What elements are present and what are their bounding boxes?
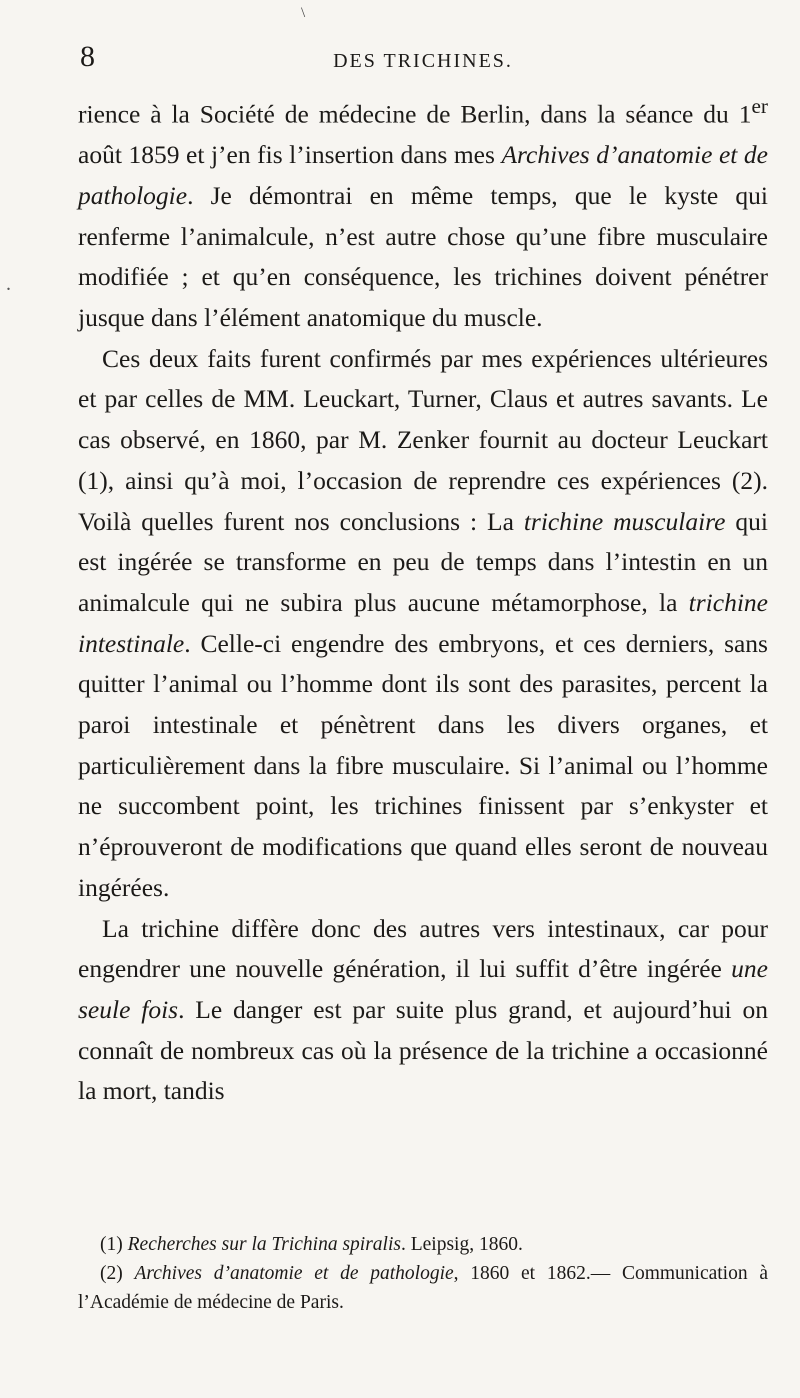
book-page xyxy=(78,0,768,1313)
text-segment: . Leipsig, 1860. xyxy=(400,1234,523,1255)
italic-text: Archives d’anatomie et de pathologie xyxy=(134,1263,454,1284)
paragraph-continued xyxy=(78,86,768,339)
text-segment: . Je démontrai en même temps, que le kyste qui renferme l’animalcule, n’est autre chose qu’une fibre musculaire modifiée ; et qu’en conséquence, les trichines doivent pénétrer jusque dans l’élément anatomique du muscle. xyxy=(78,180,768,333)
page-number: 8 xyxy=(80,40,95,73)
body-text xyxy=(78,86,768,1112)
italic-text: Recherches sur la Trichina spiralis xyxy=(127,1234,401,1255)
text-segment: rience à la Société de médecine de Berlin, dans la séance du 1 xyxy=(78,99,752,129)
italic-text: une seule fois xyxy=(78,954,768,1024)
superscript-text: er xyxy=(751,94,768,118)
page-header xyxy=(78,0,768,73)
footnote-1 xyxy=(78,1230,768,1259)
paragraph-difference xyxy=(78,909,768,1113)
italic-text: trichine musculaire xyxy=(523,506,726,536)
text-segment: . Celle-ci engendre des embryons, et ces derniers, sans quitter l’animal ou l’homme dont ils sont des parasites, percent la paroi intestinale et pénètrent dans les divers organes, et particulièrement dans la fibre musculaire. Si l’animal ou l’homme ne succombent point, les trichines finissent par s’enkyster et n’éprouveront de modifications que quand elles seront de nouveau ingérées. xyxy=(78,628,768,902)
footnotes xyxy=(78,1230,768,1317)
top-mark: \ xyxy=(301,5,306,21)
text-segment: . Le danger est par suite plus grand, et aujourd’hui on connaît de nombreux cas où la présence de la trichine a occasionné la mort, tandis xyxy=(78,994,768,1106)
text-segment: (1) xyxy=(100,1234,128,1255)
text-segment: La trichine diffère donc des autres vers intestinaux, car pour engendrer une nouvelle génération, il lui suffit d’être ingérée xyxy=(78,913,768,984)
paragraph-experiences xyxy=(78,339,768,909)
italic-text: trichine intestinale xyxy=(78,587,768,658)
text-segment: Ces deux faits furent confirmés par mes expériences ultérieures et par celles de MM. Leuckart, Turner, Claus et autres savants. Le cas observé, en 1860, par M. Zenker fournit au docteur Leuckart (1), ainsi qu’à moi, l’occasion de reprendre ces expériences (2). Voilà quelles furent nos conclusions : La xyxy=(78,343,768,536)
running-title: DES TRICHINES. xyxy=(333,50,513,72)
footnote-2 xyxy=(78,1259,768,1317)
text-segment: (2) xyxy=(100,1263,135,1284)
text-segment: août 1859 et j’en fis l’insertion dans mes xyxy=(78,140,502,170)
text-segment: qui est ingérée se transforme en peu de temps dans l’intestin en un animalcule qui ne subira plus aucune métamorphose, la xyxy=(78,506,768,617)
text-segment: , 1860 et 1862.— Communication à l’Académie de médecine de Paris. xyxy=(78,1263,768,1313)
margin-mark: . xyxy=(6,273,11,295)
italic-text: Archives d’anatomie et de pathologie xyxy=(78,140,768,210)
